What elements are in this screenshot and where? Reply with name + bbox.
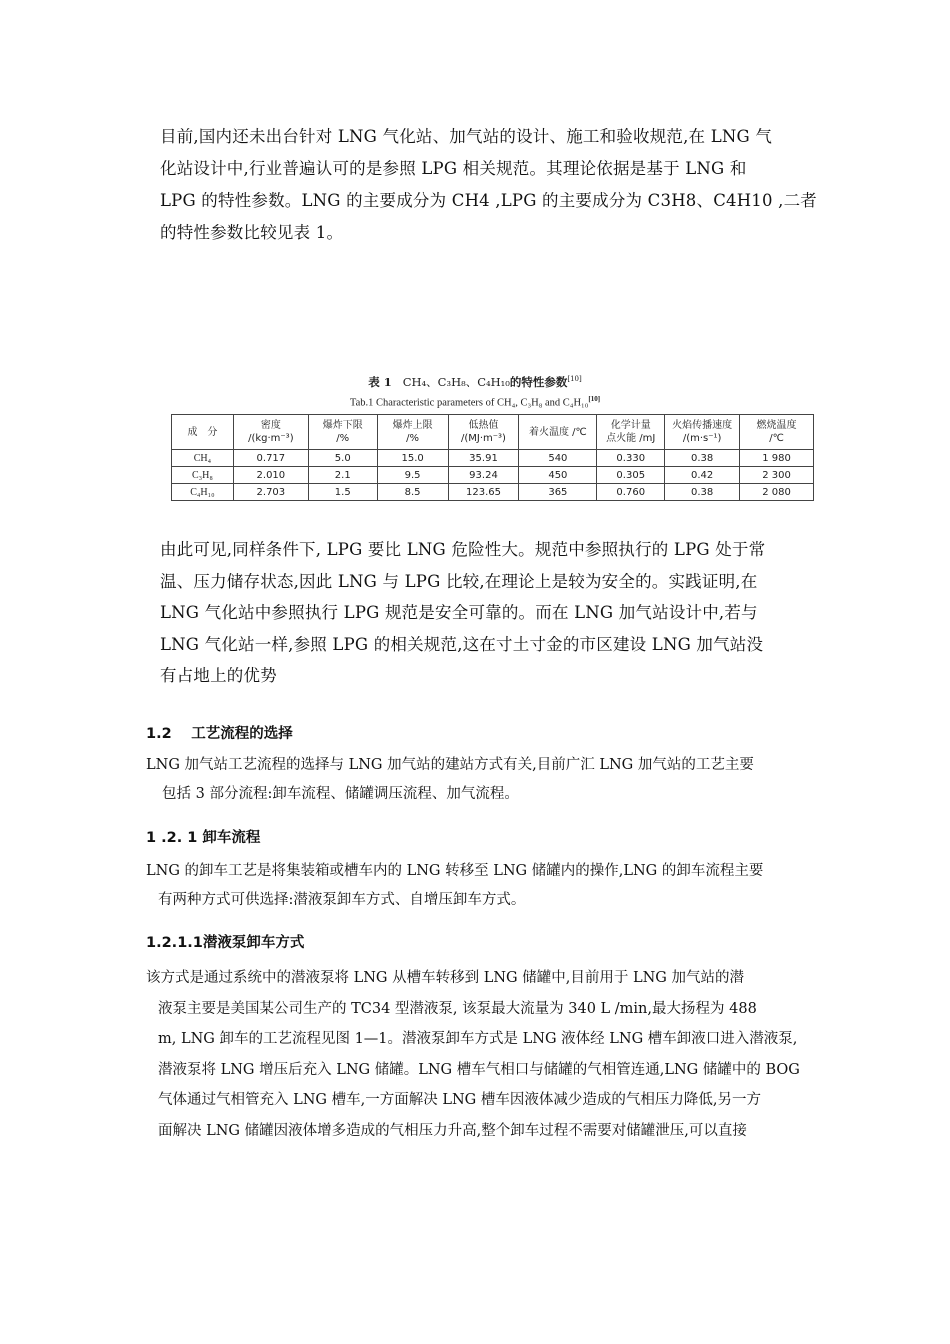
text-line: 液泵主要是美国某公司生产的 TC34 型潜液泵, 该泵最大流量为 340 L /min,最大扬程为 488: [158, 1000, 757, 1017]
table-cell: 450: [519, 467, 597, 484]
table-row: [172, 467, 814, 484]
section-heading: 1.2.1.1潜液泵卸车方式: [146, 935, 305, 951]
table-caption-prefix: 表 1: [368, 375, 392, 389]
header-cell: 成 分: [172, 415, 234, 450]
table-cell: 0.42: [665, 467, 740, 484]
table-cell: 2.703: [233, 484, 308, 501]
section-paragraph: [146, 751, 826, 809]
table-cell: 1.5: [308, 484, 377, 501]
table-cell: 540: [519, 450, 597, 467]
table-cell: CH₄: [172, 450, 234, 467]
text-line: 该方式是通过系统中的潜液泵将 LNG 从槽车转移到 LNG 储罐中,目前用于 LNG 加气站的潜: [146, 970, 744, 986]
header-cell: 化学计量 点火能 /mJ: [597, 415, 665, 450]
text-line: 包括 3 部分流程:卸车流程、储罐调压流程、加气流程。: [162, 786, 519, 802]
table-cell: 15.0: [377, 450, 448, 467]
section-paragraph: [146, 857, 826, 915]
text-line: 有两种方式可供选择:潜液泵卸车方式、自增压卸车方式。: [158, 892, 526, 908]
text-line: 潜液泵将 LNG 增压后充入 LNG 储罐。LNG 槽车气相口与储罐的气相管连通,LNG 储罐中的 BOG: [158, 1061, 800, 1078]
table-caption-bold: 的特性参数: [509, 375, 568, 389]
table-cell: 2 300: [740, 467, 814, 484]
text-line: LNG 气化站中参照执行 LPG 规范是安全可靠的。而在 LNG 加气站设计中,若与: [160, 603, 758, 622]
table-cell: 8.5: [377, 484, 448, 501]
table-cell: 35.91: [448, 450, 519, 467]
table-cell: 0.760: [597, 484, 665, 501]
text-line: LNG 的卸车工艺是将集装箱或槽车内的 LNG 转移至 LNG 储罐内的操作,LNG 的卸车流程主要: [146, 863, 764, 879]
table-cell: 5.0: [308, 450, 377, 467]
table-caption-english-ref: [10]: [588, 395, 601, 403]
table-caption-ref: [10]: [567, 375, 582, 384]
table-header-row: [172, 415, 814, 450]
header-cell: 着火温度 /℃: [519, 415, 597, 450]
table-cell: C₃H₈: [172, 467, 234, 484]
text-line: LPG 的特性参数。LNG 的主要成分为 CH4 ,LPG 的主要成分为 C3H8、C4H10 ,二者: [160, 191, 817, 210]
section-heading: 1 .2. 1 卸车流程: [146, 830, 261, 846]
header-cell: 爆炸上限 /%: [377, 415, 448, 450]
text-line: 面解决 LNG 储罐因液体增多造成的气相压力升高,整个卸车过程不需要对储罐泄压,可以直接: [158, 1122, 747, 1139]
conclusion-paragraph: [160, 534, 820, 692]
table-cell: 365: [519, 484, 597, 501]
text-line: 由此可见,同样条件下, LPG 要比 LNG 危险性大。规范中参照执行的 LPG 处于常: [160, 540, 766, 559]
text-line: LNG 加气站工艺流程的选择与 LNG 加气站的建站方式有关,目前广汇 LNG 加气站的工艺主要: [146, 757, 754, 773]
text-line: LNG 气化站一样,参照 LPG 的相关规范,这在寸土寸金的市区建设 LNG 加气站没: [160, 634, 764, 654]
text-line: 温、压力储存状态,因此 LNG 与 LPG 比较,在理论上是较为安全的。实践证明,在: [160, 571, 758, 591]
table-cell: 9.5: [377, 467, 448, 484]
text-line: 的特性参数比较见表 1。: [160, 223, 344, 242]
table-cell: 0.38: [665, 450, 740, 467]
table-cell: 1 980: [740, 450, 814, 467]
table-cell: 2.1: [308, 467, 377, 484]
text-line: 目前,国内还未出台针对 LNG 气化站、加气站的设计、施工和验收规范,在 LNG 气: [160, 127, 773, 146]
table-row: [172, 484, 814, 501]
header-cell: 密度 /(kg·m⁻³): [233, 415, 308, 450]
header-cell: 火焰传播速度 /(m·s⁻¹): [665, 415, 740, 450]
table-caption: [0, 374, 950, 390]
table-row: [172, 450, 814, 467]
table-cell: 0.305: [597, 467, 665, 484]
header-cell: 爆炸下限 /%: [308, 415, 377, 450]
text-line: 有占地上的优势: [160, 666, 277, 685]
table-cell: 123.65: [448, 484, 519, 501]
header-cell: 低热值 /(MJ·m⁻³): [448, 415, 519, 450]
table-caption-english: [0, 395, 950, 409]
table-cell: 2.010: [233, 467, 308, 484]
table-cell: 2 080: [740, 484, 814, 501]
table-cell: 0.38: [665, 484, 740, 501]
table-cell: 0.330: [597, 450, 665, 467]
table-caption-formula: CH₄、C₃H₈、C₄H₁₀: [402, 375, 510, 389]
characteristic-parameters-table: [171, 414, 814, 501]
table-cell: 93.24: [448, 467, 519, 484]
text-line: m, LNG 卸车的工艺流程见图 1—1。潜液泵卸车方式是 LNG 液体经 LNG 槽车卸液口进入潜液泵,: [158, 1031, 798, 1047]
text-line: 气体通过气相管充入 LNG 槽车,一方面解决 LNG 槽车因液体减少造成的气相压力降低,另一方: [158, 1092, 761, 1108]
section-heading: 1.2 工艺流程的选择: [146, 726, 293, 742]
section-paragraph: [146, 963, 818, 1146]
header-cell: 燃烧温度 /℃: [740, 415, 814, 450]
table-caption-english-text: Tab.1 Characteristic parameters of CH₄, C₃H₈ and C₄H₁₀: [349, 397, 589, 409]
text-line: 化站设计中,行业普遍认可的是参照 LPG 相关规范。其理论依据是基于 LNG 和: [160, 159, 747, 178]
table-cell: C₄H₁₀: [172, 484, 234, 501]
intro-paragraph: [160, 121, 820, 249]
table-cell: 0.717: [233, 450, 308, 467]
